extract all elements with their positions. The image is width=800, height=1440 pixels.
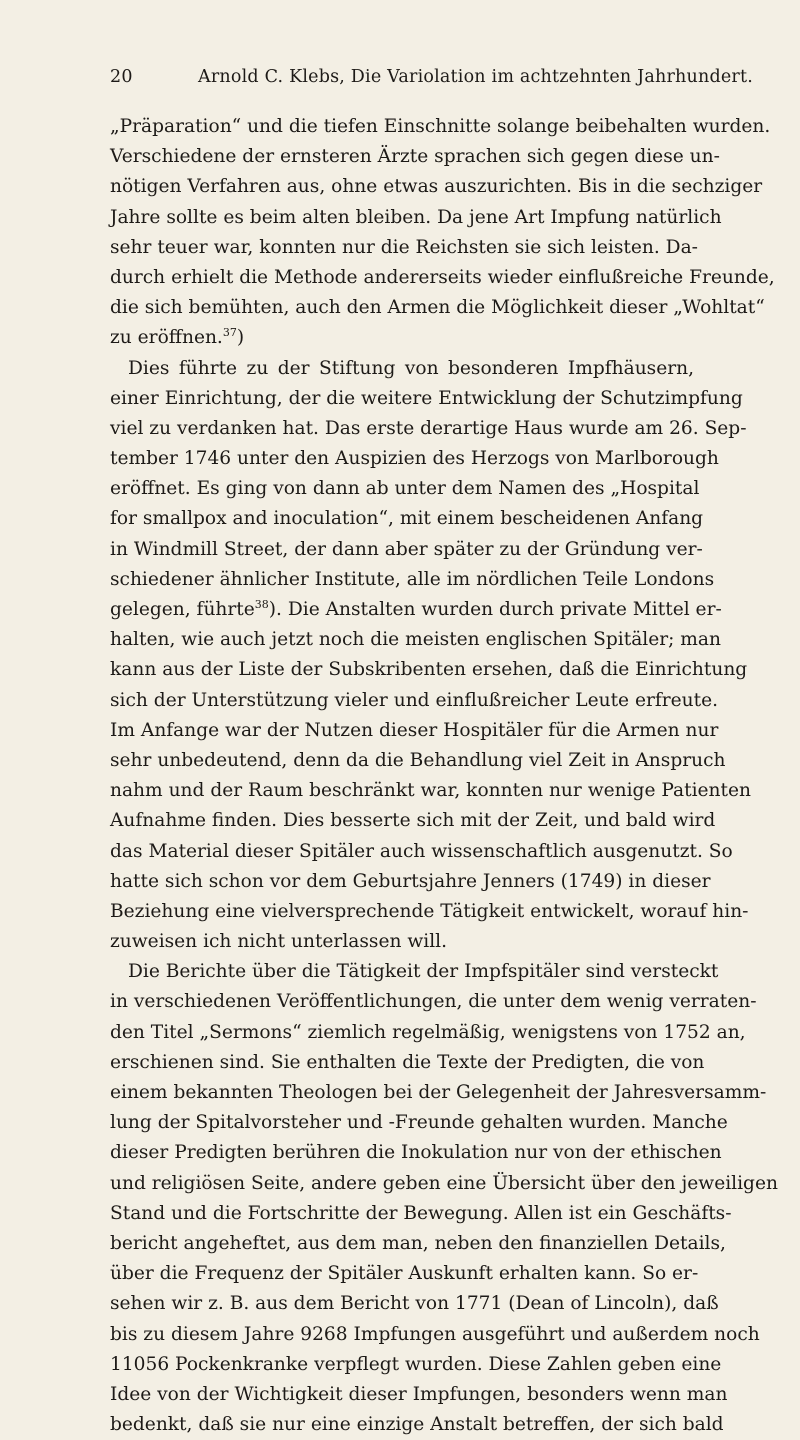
text-line xyxy=(110,716,719,746)
text-line xyxy=(110,172,763,202)
text-line-continuation: ). Die Anstalten wurden durch private Mittel er- xyxy=(268,599,722,620)
text-line xyxy=(110,655,748,685)
text-line-content: den Titel „Sermons“ ziemlich regelmäßig, wenigstens von 1752 an, xyxy=(110,1021,746,1043)
footnote-reference: 38 xyxy=(254,598,269,611)
text-line xyxy=(110,142,720,172)
running-head xyxy=(110,64,753,90)
text-line-content: Dies führte zu der Stiftung von besonderen Impfhäusern, xyxy=(128,357,694,379)
text-line xyxy=(110,957,719,987)
text-line-content: Die Berichte über die Tätigkeit der Impfspitäler sind versteckt xyxy=(128,961,719,983)
text-line xyxy=(110,1048,705,1078)
text-line-content: erschienen sind. Sie enthalten die Texte der Predigten, die von xyxy=(110,1051,705,1073)
text-line xyxy=(110,837,733,867)
text-line xyxy=(110,354,694,384)
text-line xyxy=(110,1138,722,1168)
text-line-content: Stand und die Fortschritte der Bewegung. Allen ist ein Geschäfts- xyxy=(110,1202,732,1224)
text-line xyxy=(110,112,771,142)
text-line-content: halten, wie auch jetzt noch die meisten englischen Spitäler; man xyxy=(110,629,721,651)
text-line-content: „Präparation“ und die tiefen Einschnitte solange beibehalten wurden. xyxy=(110,116,771,137)
text-line-content: eröffnet. Es ging von dann ab unter dem Namen des „Hospital xyxy=(110,478,700,500)
text-line xyxy=(110,1169,778,1199)
text-line-content: das Material dieser Spitäler auch wissenschaftlich ausgenutzt. So xyxy=(110,840,733,862)
text-line-content: viel zu verdanken hat. Das erste derartige Haus wurde am 26. Sep- xyxy=(110,417,747,439)
text-line-content: die sich bemühten, auch den Armen die Möglichkeit dieser „Wohltat“ xyxy=(110,297,765,319)
text-line xyxy=(110,1078,767,1108)
text-line xyxy=(110,293,765,323)
text-line-content: bericht angeheftet, aus dem man, neben den finanziellen Details, xyxy=(110,1232,726,1254)
text-line xyxy=(110,1259,699,1289)
text-line-content: bedenkt, daß sie nur eine einzige Anstalt betreffen, der sich bald xyxy=(110,1414,724,1436)
text-line xyxy=(110,1380,728,1410)
text-line-content: in Windmill Street, der dann aber später zu der Gründung ver- xyxy=(110,538,703,560)
text-line-content: sich der Unterstützung vieler und einflußreicher Leute erfreute. xyxy=(110,689,718,711)
text-line-content: Im Anfange war der Nutzen dieser Hospitäler für die Armen nur xyxy=(110,719,719,741)
text-line xyxy=(110,987,757,1017)
text-line xyxy=(110,625,721,655)
page-number: 20 xyxy=(110,67,133,87)
text-line xyxy=(110,1410,724,1440)
text-line-content: lung der Spitalvorsteher und -Freunde gehalten wurden. Manche xyxy=(110,1112,728,1134)
text-line xyxy=(110,806,716,836)
text-line-content: in verschiedenen Veröffentlichungen, die unter dem wenig verraten- xyxy=(110,991,757,1013)
text-line-content: sehen wir z. B. aus dem Bericht von 1771 (Dean of Lincoln), daß xyxy=(110,1293,719,1315)
text-line-content: sehr unbedeutend, denn da die Behandlung viel Zeit in Anspruch xyxy=(110,749,726,771)
text-line xyxy=(110,1320,760,1350)
text-line-content: einem bekannten Theologen bei der Gelegenheit der Jahresversamm- xyxy=(110,1082,767,1103)
text-line xyxy=(110,1289,719,1319)
text-line xyxy=(110,203,722,233)
text-line xyxy=(110,1108,728,1138)
text-line xyxy=(110,897,749,927)
text-line xyxy=(110,1229,726,1259)
text-line xyxy=(110,414,747,444)
text-line xyxy=(110,867,711,897)
text-line xyxy=(110,1018,746,1048)
text-line xyxy=(110,233,698,263)
text-line xyxy=(110,595,722,625)
text-line-content: tember 1746 unter den Auspizien des Herzogs von Marlborough xyxy=(110,448,719,470)
text-line xyxy=(110,927,694,957)
text-line-content: Verschiedene der ernsteren Ärzte sprachen sich gegen diese un- xyxy=(110,146,720,168)
text-line xyxy=(110,384,743,414)
text-line-content: bis zu diesem Jahre 9268 Impfungen ausgeführt und außerdem noch xyxy=(110,1323,760,1345)
footnote-reference: 37 xyxy=(222,326,237,340)
text-line xyxy=(110,263,775,293)
text-line xyxy=(110,323,694,353)
text-line-content: über die Frequenz der Spitäler Auskunft erhalten kann. So er- xyxy=(110,1263,699,1285)
text-line-content: for smallpox and inoculation“, mit einem bescheidenen Anfang xyxy=(110,508,704,530)
text-line-content: gelegen, führte xyxy=(110,599,255,620)
text-line xyxy=(110,535,703,565)
text-line-continuation: ) xyxy=(236,327,245,349)
text-line xyxy=(110,1199,732,1229)
text-line xyxy=(110,746,726,776)
text-line-content: zuweisen ich nicht unterlassen will. xyxy=(110,931,447,953)
text-line-content: einer Einrichtung, der die weitere Entwicklung der Schutzimpfung xyxy=(110,387,743,409)
text-line-content: nötigen Verfahren aus, ohne etwas auszurichten. Bis in die sechziger xyxy=(110,176,763,198)
text-line xyxy=(110,474,700,504)
text-line-content: 11056 Pockenkranke verpflegt wurden. Diese Zahlen geben eine xyxy=(110,1353,722,1375)
text-line-content: schiedener ähnlicher Institute, alle im nördlichen Teile Londons xyxy=(110,568,715,590)
text-line xyxy=(110,565,715,595)
text-line xyxy=(110,504,704,534)
body-text xyxy=(110,112,778,1440)
text-line-content: und religiösen Seite, andere geben eine Übersicht über den jeweiligen xyxy=(110,1172,778,1194)
text-line xyxy=(110,776,751,806)
text-line-content: nahm und der Raum beschränkt war, konnten nur wenige Patienten xyxy=(110,780,751,802)
text-line xyxy=(110,1350,722,1380)
text-line-content: Beziehung eine vielversprechende Tätigkeit entwickelt, worauf hin- xyxy=(110,900,749,922)
text-line-content: dieser Predigten berühren die Inokulation nur von der ethischen xyxy=(110,1142,722,1164)
text-line-content: durch erhielt die Methode andererseits wieder einflußreiche Freunde, xyxy=(110,266,775,288)
text-line-content: Jahre sollte es beim alten bleiben. Da jene Art Impfung natürlich xyxy=(110,206,722,228)
text-line-content: Aufnahme finden. Dies besserte sich mit der Zeit, und bald wird xyxy=(110,810,716,832)
text-line-content: hatte sich schon vor dem Geburtsjahre Jenners (1749) in dieser xyxy=(110,870,711,892)
running-title: Arnold C. Klebs, Die Variolation im achtzehnten Jahrhundert. xyxy=(198,67,753,87)
text-line-content: Idee von der Wichtigkeit dieser Impfungen, besonders wenn man xyxy=(110,1383,728,1405)
text-line xyxy=(110,686,718,716)
text-line-content: kann aus der Liste der Subskribenten ersehen, daß die Einrichtung xyxy=(110,659,748,681)
text-line-content: zu eröffnen. xyxy=(110,327,223,349)
text-line xyxy=(110,444,719,474)
text-line-content: sehr teuer war, konnten nur die Reichsten sie sich leisten. Da- xyxy=(110,236,698,258)
